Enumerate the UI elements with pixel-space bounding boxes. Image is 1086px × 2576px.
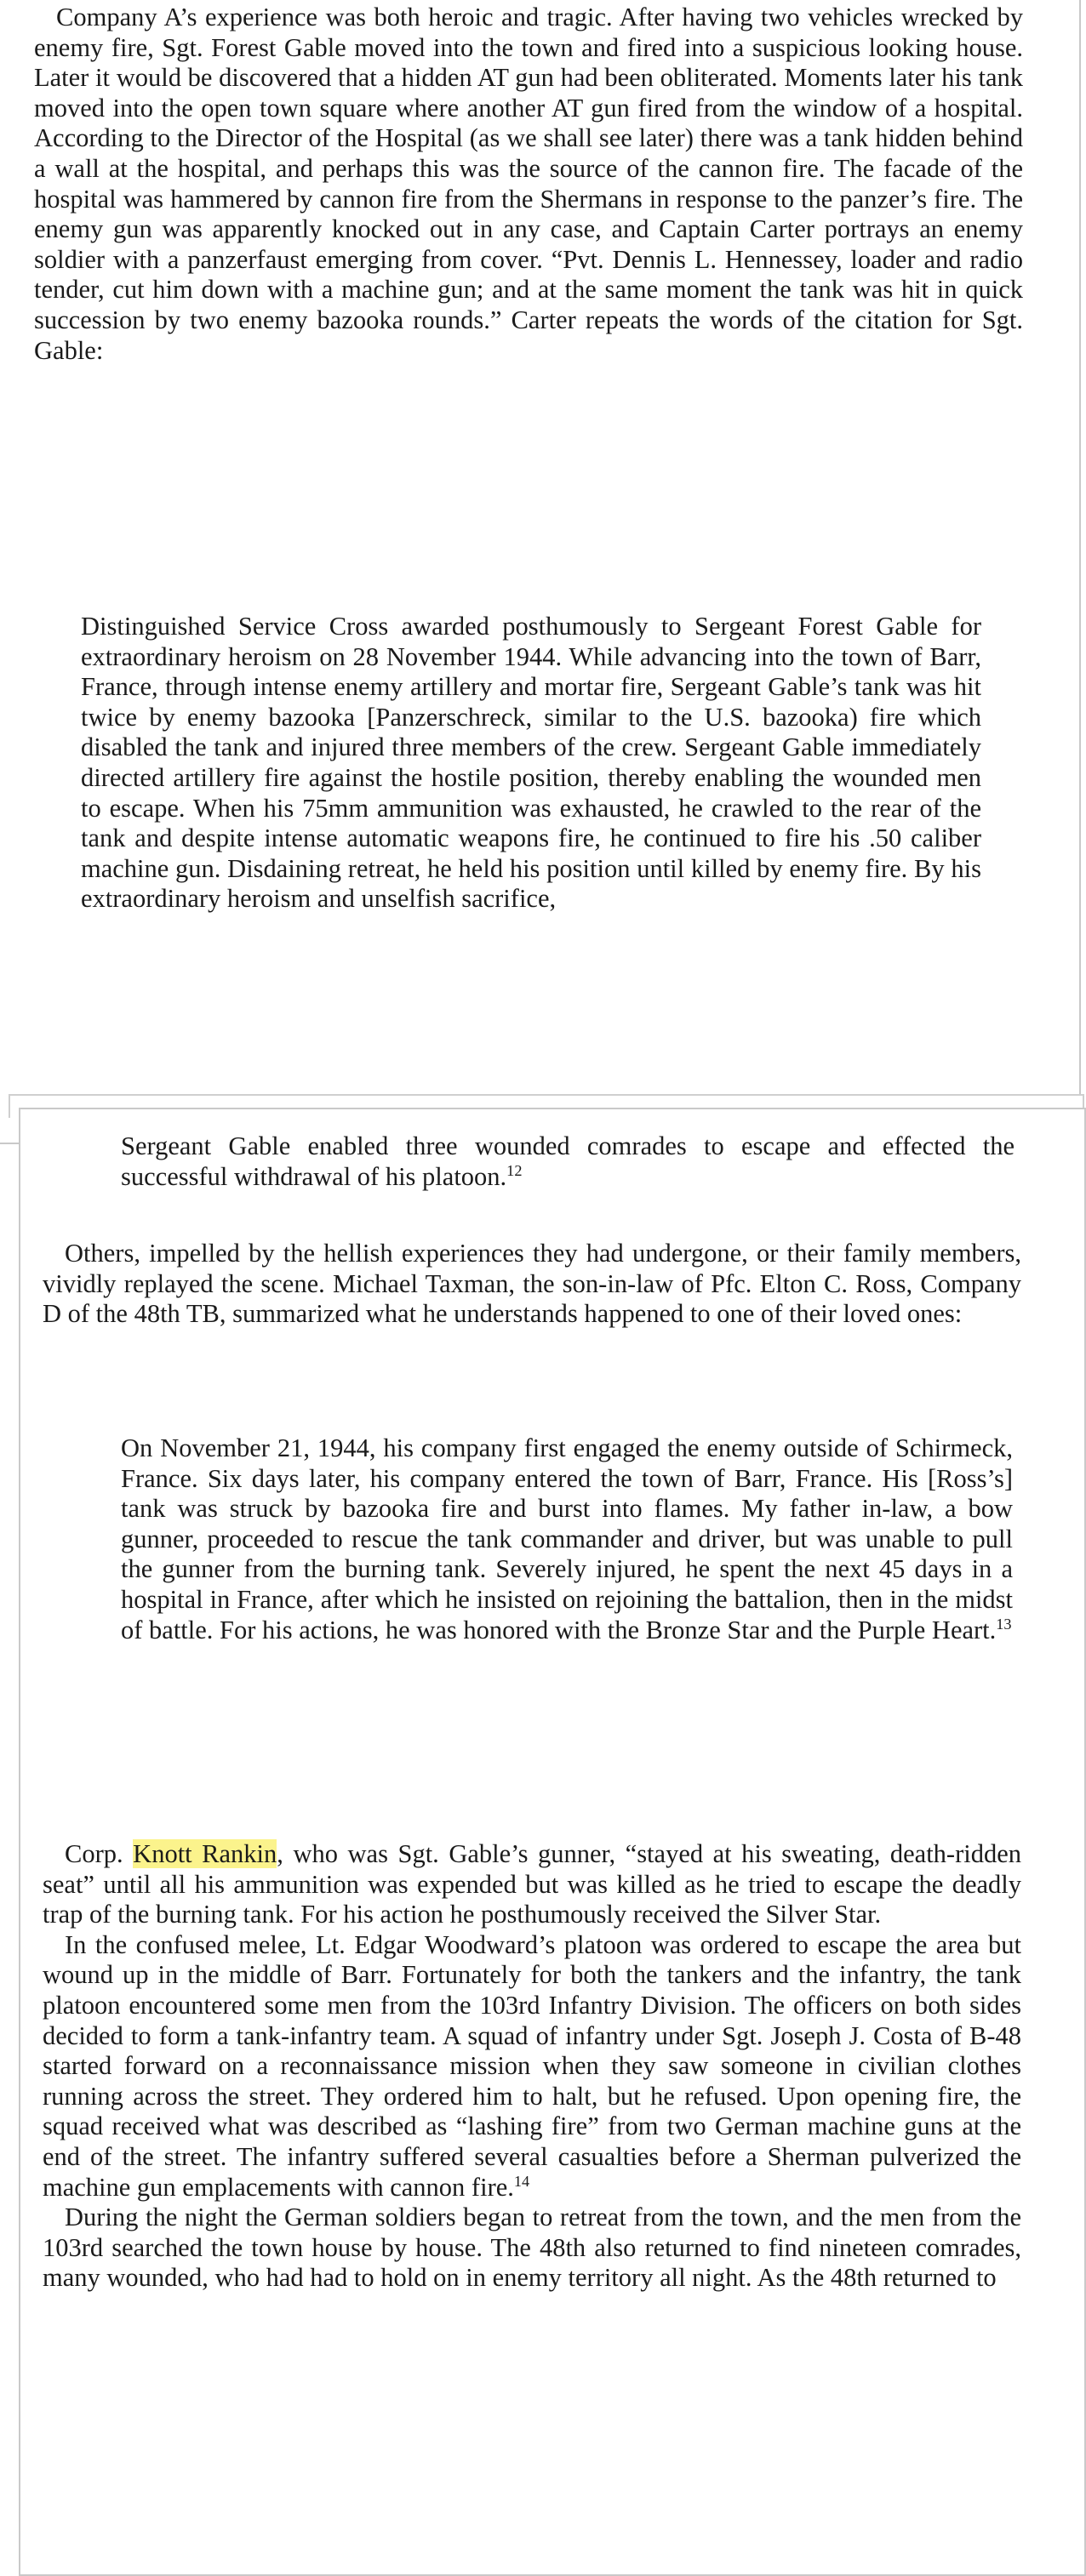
quote-dsc-citation-continued: Sergeant Gable enabled three wounded comrades to escape and effected the successful withdrawal of his platoon.$^{12}$ [121,1131,1015,1191]
page-2-body-text-lower [43,1839,1021,2294]
page-2-block-quote-continued [121,1131,1015,1192]
highlighted-name: Knott Rankin [133,1839,277,1868]
page-1-body-paragraph [34,3,1023,366]
paragraph-company-a: Company A’s experience was both heroic and tragic. After having two vehicles wrecked by enemy fire, Sgt. Forest Gable moved into the town and fired into a suspicious looking house. Later it would be discovered that a hidden AT gun had been obliterated. Moments later his tank moved into the open town square where another AT gun fired from the window of a hospital. According to the Director of the Hospital (as we shall see later) there was a tank hidden behind a wall at the hospital, and perhaps this was the source of the cannon fire. The facade of the hospital was hammered by cannon fire from the Shermans in response to the panzer’s fire. The enemy gun was apparently knocked out in any case, and Captain Carter portrays an enemy soldier with a panzerfaust emerging from cover. “Pvt. Dennis L. Hennessey, loader and radio tender, cut him down with a machine gun; and at the same moment the tank was hit in quick succession by two enemy bazooka rounds.” Carter repeats the words of the citation for Sgt. Gable: [34,3,1023,365]
paragraph-night-retreat: During the night the German soldiers began to retreat from the town, and the men from the 103rd searched the town house by house. The 48th also returned to find nineteen comrades, many wounded, who had had to hold on in enemy territory all night. As the 48th returned to [43,2203,1021,2293]
footnote-marker: 14 [513,2172,530,2190]
footnote-marker: 12 [506,1161,523,1179]
paragraph-others: Others, impelled by the hellish experiences they had undergone, or their family members, vividly replayed the scene. Michael Taxman, the son-in-law of Pfc. Elton C. Ross, Company D of the 48th TB, summarized what he understands happened to one of their loved ones: [43,1239,1021,1329]
page-2-body-text [43,1239,1021,1330]
page-1 [0,0,1081,1144]
quote-dsc-citation: Distinguished Service Cross awarded posthumously to Sergeant Forest Gable for extraordinary heroism on 28 November 1944. While advancing into the town of Barr, France, through intense enemy artillery and mortar fire, Sergeant Gable’s tank was hit twice by enemy bazooka [Panzerschreck, similar to the U.S. bazooka) fire which disabled the tank and injured three members of the crew. Sergeant Gable immediately directed artillery fire against the hostile position, thereby enabling the wounded men to escape. When his 75mm ammunition was exhausted, he crawled to the rear of the tank and despite intense automatic weapons fire, he continued to fire his .50 caliber machine gun. Disdaining retreat, he held his position until killed by enemy fire. By his extraordinary heroism and unselfish sacrifice, [81,612,981,914]
page-2 [19,1108,1086,2576]
page-2-block-quote [121,1433,1013,1645]
paragraph-woodward: In the confused melee, Lt. Edgar Woodward’s platoon was ordered to escape the area but wound up in the middle of Barr. Fortunately for both the tankers and the infantry, the tank platoon encountered some men from the 103rd Infantry Division. The officers on both sides decided to form a tank-infantry team. A squad of infantry under Sgt. Joseph J. Costa of B-48 started forward on a reconnaissance mission when they saw someone in civilian clothes running across the street. They ordered him to halt, but he refused. Upon opening fire, the squad received what was described as “lashing fire” from two German machine guns at the end of the street. The infantry suffered several casualties before a Sherman pulverized the machine gun emplacements with cannon fire.$^{14}$ [43,1929,1021,2202]
paragraph-rankin: Corp. Knott Rankin, who was Sgt. Gable’s gunner, “stayed at his sweating, death-ridden seat” until all his ammunition was expended but was killed as he tried to escape the deadly trap of the burning tank. For his action he posthumously received the Silver Star. [43,1839,1022,1929]
footnote-marker: 13 [996,1615,1012,1633]
page-1-block-quote [81,612,981,915]
quote-taxman: On November 21, 1944, his company first engaged the enemy outside of Schirmeck, France. Six days later, his company entered the town of Barr, France. His [Ross’s] tank was struck by bazooka fire and burst into flames. My father in-law, a bow gunner, proceeded to rescue the tank commander and driver, but was unable to pull the gunner from the burning tank. Severely injured, he spent the next 45 days in a hospital in France, after which he insisted on rejoining the battalion, then in the midst of battle. For his actions, he was honored with the Bronze Star and the Purple Heart.$^{13}$ [121,1433,1013,1644]
